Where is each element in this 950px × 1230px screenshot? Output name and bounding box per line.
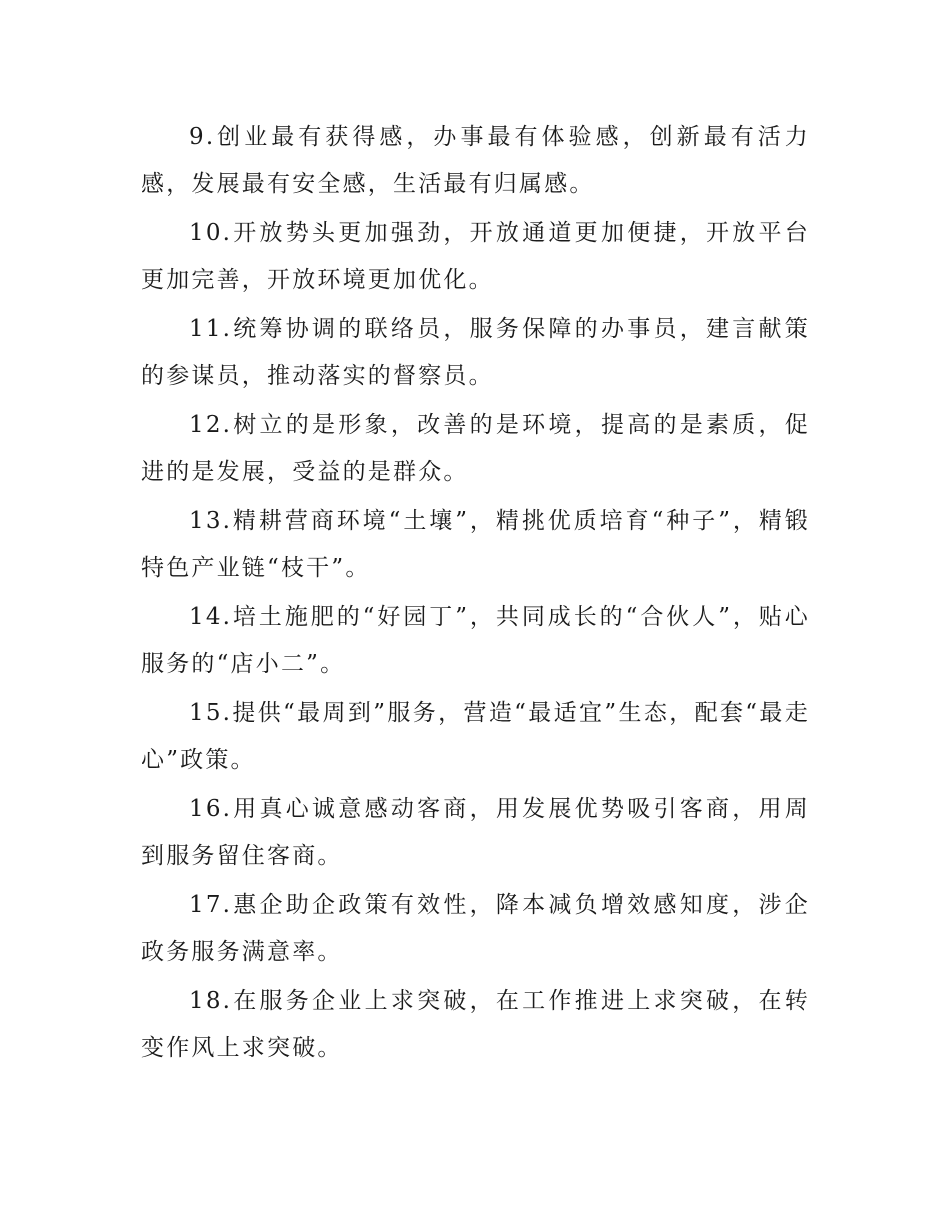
paragraph-15: 15.提供“最周到”服务，营造“最适宜”生态，配套“最走心”政策。 — [141, 700, 810, 773]
paragraph-14: 14.培土施肥的“好园丁”，共同成长的“合伙人”，贴心服务的“店小二”。 — [141, 604, 810, 677]
paragraph-13: 13.精耕营商环境“土壤”，精挑优质培育“种子”，精锻特色产业链“枝干”。 — [141, 508, 810, 581]
paragraph-17: 17.惠企助企政策有效性，降本减负增效感知度，涉企政务服务满意率。 — [141, 892, 810, 965]
document-body — [141, 114, 810, 1074]
paragraph-12: 12.树立的是形象，改善的是环境，提高的是素质，促进的是发展，受益的是群众。 — [141, 412, 810, 485]
paragraph-9: 9.创业最有获得感，办事最有体验感，创新最有活力感，发展最有安全感，生活最有归属感。 — [141, 124, 810, 197]
paragraph-11: 11.统筹协调的联络员，服务保障的办事员，建言献策的参谋员，推动落实的督察员。 — [141, 316, 810, 389]
paragraph-10: 10.开放势头更加强劲，开放通道更加便捷，开放平台更加完善，开放环境更加优化。 — [141, 220, 810, 293]
paragraph-16: 16.用真心诚意感动客商，用发展优势吸引客商，用周到服务留住客商。 — [141, 796, 810, 869]
paragraph-18: 18.在服务企业上求突破，在工作推进上求突破，在转变作风上求突破。 — [141, 988, 810, 1061]
